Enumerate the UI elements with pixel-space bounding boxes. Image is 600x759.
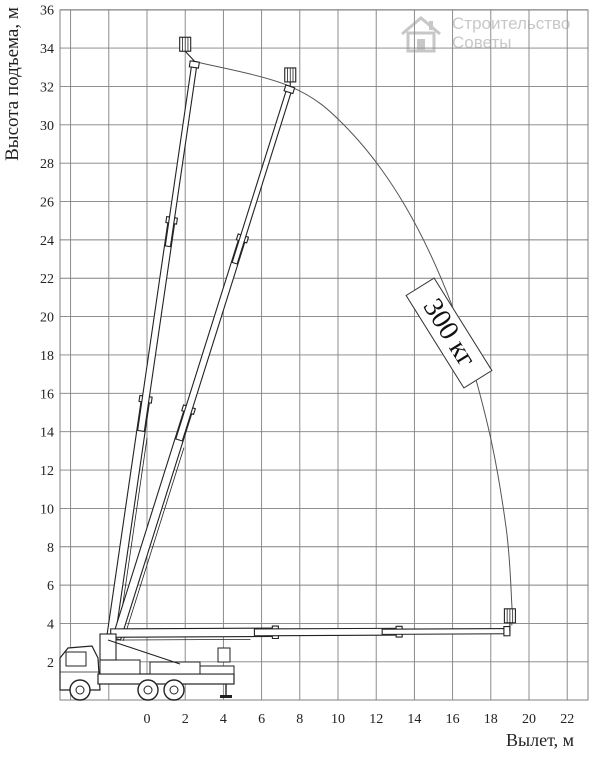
- chassis-box: [100, 660, 140, 674]
- watermark-line-1: Строительство: [452, 14, 571, 33]
- watermark-line-2: Советы: [452, 33, 512, 52]
- stowed-basket: [218, 648, 230, 662]
- y-tick-label: 34: [40, 42, 54, 58]
- boom-horizontal: [111, 609, 516, 640]
- y-tick-label: 14: [40, 425, 54, 441]
- y-tick-label: 18: [40, 348, 54, 364]
- rear-deck: [200, 666, 234, 674]
- watermark: [398, 10, 594, 58]
- y-tick-label: 30: [40, 118, 54, 134]
- cab-window: [66, 652, 86, 666]
- chassis-locker: [150, 662, 200, 674]
- y-tick-label: 36: [40, 3, 54, 19]
- y-axis-label: Высота подъема, м: [2, 7, 23, 161]
- wheel-hub: [170, 686, 178, 694]
- wheel-hub: [76, 686, 84, 694]
- house-icon: [398, 14, 444, 54]
- x-tick-label: 16: [445, 712, 460, 727]
- boom-mid: [112, 68, 295, 641]
- outrigger-pad: [220, 695, 232, 698]
- y-tick-label: 4: [47, 617, 54, 633]
- boom-section: [138, 217, 176, 432]
- x-tick-label: 14: [407, 712, 422, 727]
- load-capacity-text: 300 кг: [416, 293, 483, 373]
- boom-section: [111, 628, 279, 637]
- x-tick-label: 6: [258, 712, 266, 727]
- boom-collar: [504, 627, 510, 636]
- turntable: [100, 634, 116, 660]
- x-tick-label: 20: [522, 712, 536, 727]
- x-axis-label: Вылет, м: [506, 730, 574, 750]
- x-tick-label: 10: [331, 712, 345, 727]
- boom-section: [232, 86, 293, 264]
- y-tick-label: 8: [47, 540, 54, 556]
- y-tick-label: 12: [40, 464, 54, 480]
- y-tick-label: 24: [40, 233, 54, 249]
- boom-section: [382, 629, 510, 635]
- wheel-hub: [144, 686, 152, 694]
- y-tick-label: 32: [40, 80, 54, 96]
- y-tick-label: 16: [40, 387, 54, 403]
- chassis-frame: [98, 674, 234, 684]
- y-tick-label: 20: [40, 310, 54, 326]
- boom-section: [176, 235, 247, 441]
- x-tick-label: 4: [219, 712, 227, 727]
- x-tick-label: 8: [296, 712, 304, 727]
- watermark-text: [452, 14, 570, 52]
- y-tick-label: 28: [40, 157, 54, 173]
- y-tick-label: 10: [40, 502, 54, 518]
- x-tick-label: 22: [560, 712, 575, 727]
- boom-rod: [111, 639, 251, 640]
- basket-mount: [185, 51, 195, 61]
- boom-collar: [189, 61, 199, 68]
- x-tick-label: 0: [143, 712, 151, 727]
- y-tick-label: 2: [47, 655, 54, 671]
- y-tick-label: 6: [47, 579, 54, 595]
- y-tick-label: 22: [40, 272, 54, 288]
- x-tick-label: 18: [483, 712, 498, 727]
- grid: [60, 10, 588, 700]
- boom-section: [165, 61, 197, 246]
- x-tick-label: 2: [181, 712, 189, 727]
- x-tick-label: 12: [369, 712, 384, 727]
- y-tick-label: 26: [40, 195, 54, 211]
- boom-section: [254, 628, 402, 636]
